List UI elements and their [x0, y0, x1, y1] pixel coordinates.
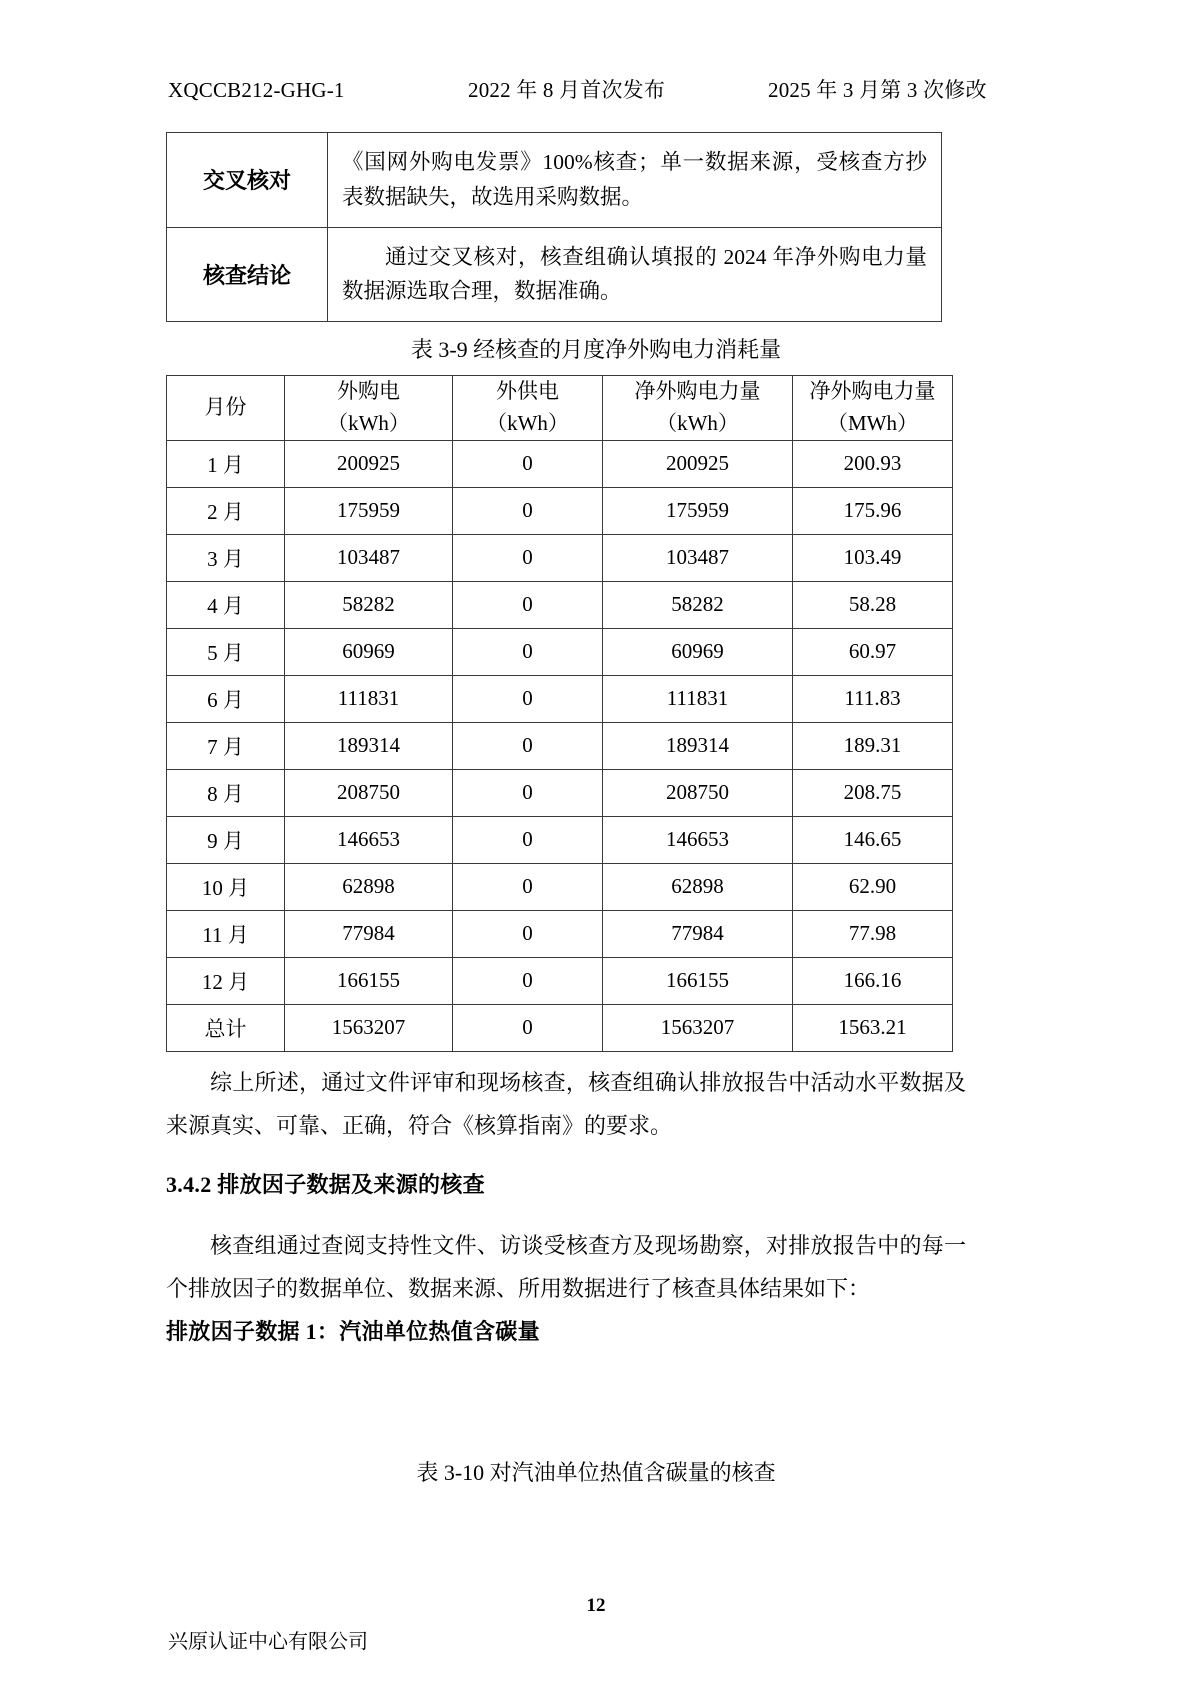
table-3-9-body: [167, 440, 953, 1051]
document-code: XQCCB212-GHG-1: [168, 78, 345, 102]
cell-net-mwh: 77.98: [793, 910, 953, 957]
summary-paragraph: [166, 1062, 966, 1148]
table-3-9-caption: 表 3-9 经核查的月度净外购电力消耗量: [410, 337, 782, 362]
cell-net-mwh: 58.28: [793, 581, 953, 628]
cell-net-mwh: 200.93: [793, 440, 953, 487]
table-row: [167, 675, 953, 722]
table-3-10-caption: 表 3-10 对汽油单位热值含碳量的核查: [416, 1460, 776, 1485]
cell-supplied: 0: [453, 722, 603, 769]
cell-supplied: 0: [453, 581, 603, 628]
col-header-purchased-unit: （kWh）: [327, 410, 410, 435]
cell-supplied: 0: [453, 487, 603, 534]
cell-month: 11 月: [167, 910, 285, 957]
col-header-net-mwh: [793, 376, 953, 441]
table-row: [167, 440, 953, 487]
cell-net-mwh: 189.31: [793, 722, 953, 769]
cell-purchased: 166155: [285, 957, 453, 1004]
cell-supplied: 0: [453, 769, 603, 816]
table-row: [167, 133, 942, 228]
col-header-supplied: [453, 376, 603, 441]
table-row: [167, 816, 953, 863]
document-header: [168, 74, 1028, 104]
cell-net-mwh: 62.90: [793, 863, 953, 910]
table-row: [167, 957, 953, 1004]
section-heading-3-4-2: 3.4.2 排放因子数据及来源的核查: [166, 1172, 485, 1197]
cell-month: 12 月: [167, 957, 285, 1004]
cell-net-kwh: 1563207: [603, 1004, 793, 1051]
revision-date: 2025 年 3 月第 3 次修改: [768, 78, 987, 102]
cell-net-mwh: 103.49: [793, 534, 953, 581]
cell-net-kwh: 208750: [603, 769, 793, 816]
cell-net-kwh: 166155: [603, 957, 793, 1004]
cell-net-mwh: 146.65: [793, 816, 953, 863]
emission-factor-1-heading: 排放因子数据 1：汽油单位热值含碳量: [166, 1319, 540, 1344]
table-row: [167, 722, 953, 769]
cell-supplied: 0: [453, 957, 603, 1004]
summary-paragraph-text: 综上所述，通过文件评审和现场核查，核查组确认排放报告中活动水平数据及来源真实、可靠、正确，符合《核算指南》的要求。: [166, 1070, 966, 1138]
cell-purchased: 62898: [285, 863, 453, 910]
page-number: 12: [586, 1595, 606, 1616]
cell-month: 4 月: [167, 581, 285, 628]
cell-supplied: 0: [453, 534, 603, 581]
cell-purchased: 1563207: [285, 1004, 453, 1051]
col-header-supplied-title: 外供电: [496, 379, 559, 403]
cell-net-mwh: 1563.21: [793, 1004, 953, 1051]
cell-net-kwh: 77984: [603, 910, 793, 957]
verification-table: [166, 132, 942, 322]
cell-supplied: 0: [453, 675, 603, 722]
row-label-cross-check: 交叉核对: [167, 133, 328, 228]
cell-month: 3 月: [167, 534, 285, 581]
table-row: [167, 487, 953, 534]
table-row: [167, 769, 953, 816]
cell-month: 9 月: [167, 816, 285, 863]
col-header-net-kwh-title: 净外购电力量: [634, 379, 761, 403]
cell-supplied: 0: [453, 440, 603, 487]
row-text-conclusion: [328, 227, 942, 322]
cell-net-kwh: 58282: [603, 581, 793, 628]
cell-purchased: 111831: [285, 675, 453, 722]
col-header-net-mwh-unit: （MWh）: [827, 410, 918, 435]
table-row: [167, 581, 953, 628]
table-row: [167, 534, 953, 581]
cell-purchased: 103487: [285, 534, 453, 581]
cell-month: 10 月: [167, 863, 285, 910]
row-label-conclusion: 核查结论: [167, 227, 328, 322]
col-header-purchased: [285, 376, 453, 441]
cell-net-mwh: 166.16: [793, 957, 953, 1004]
col-header-month-title: 月份: [204, 394, 247, 419]
table-row: [167, 863, 953, 910]
cell-net-mwh: 175.96: [793, 487, 953, 534]
cell-purchased: 189314: [285, 722, 453, 769]
table-row-total: [167, 1004, 953, 1051]
cell-month: 7 月: [167, 722, 285, 769]
table-row: [167, 227, 942, 322]
cell-supplied: 0: [453, 628, 603, 675]
cell-supplied: 0: [453, 816, 603, 863]
conclusion-text: 通过交叉核对，核查组确认填报的 2024 年净外购电力量数据源选取合理，数据准确。: [342, 244, 927, 304]
table-header-row: [167, 376, 953, 441]
cell-purchased: 58282: [285, 581, 453, 628]
cell-net-kwh: 62898: [603, 863, 793, 910]
cell-purchased: 77984: [285, 910, 453, 957]
cell-net-kwh: 60969: [603, 628, 793, 675]
cell-month: 1 月: [167, 440, 285, 487]
cell-purchased: 200925: [285, 440, 453, 487]
cell-purchased: 60969: [285, 628, 453, 675]
table-row: [167, 910, 953, 957]
cell-purchased: 175959: [285, 487, 453, 534]
cell-net-mwh: 208.75: [793, 769, 953, 816]
first-issue-date: 2022 年 8 月首次发布: [468, 78, 666, 102]
cell-net-kwh: 200925: [603, 440, 793, 487]
col-header-supplied-unit: （kWh）: [486, 410, 569, 435]
cell-net-mwh: 111.83: [793, 675, 953, 722]
table-3-9-monthly-electricity: [166, 375, 953, 1052]
cell-net-kwh: 111831: [603, 675, 793, 722]
cell-net-kwh: 189314: [603, 722, 793, 769]
cell-month: 6 月: [167, 675, 285, 722]
cell-month: 8 月: [167, 769, 285, 816]
cell-month: 总计: [167, 1004, 285, 1051]
cell-month: 5 月: [167, 628, 285, 675]
cell-supplied: 0: [453, 863, 603, 910]
cell-net-kwh: 146653: [603, 816, 793, 863]
cell-supplied: 0: [453, 1004, 603, 1051]
col-header-net-kwh-unit: （kWh）: [656, 410, 739, 435]
col-header-purchased-title: 外购电: [337, 379, 400, 403]
table-row: [167, 628, 953, 675]
cell-month: 2 月: [167, 487, 285, 534]
cell-purchased: 146653: [285, 816, 453, 863]
col-header-month: [167, 376, 285, 441]
cell-net-kwh: 175959: [603, 487, 793, 534]
col-header-net-kwh: [603, 376, 793, 441]
col-header-net-mwh-title: 净外购电力量: [809, 379, 936, 403]
emission-factor-paragraph-text: 核查组通过查阅支持性文件、访谈受核查方及现场勘察，对排放报告中的每一个排放因子的数据单位、数据来源、所用数据进行了核查具体结果如下：: [166, 1233, 966, 1301]
footer-organization: 兴原认证中心有限公司: [168, 1631, 368, 1653]
emission-factor-paragraph: [166, 1225, 966, 1311]
row-text-cross-check: 《国网外购电发票》100%核查；单一数据来源，受核查方抄表数据缺失，故选用采购数据。: [328, 133, 942, 228]
cell-net-mwh: 60.97: [793, 628, 953, 675]
cell-net-kwh: 103487: [603, 534, 793, 581]
cell-purchased: 208750: [285, 769, 453, 816]
cell-supplied: 0: [453, 910, 603, 957]
